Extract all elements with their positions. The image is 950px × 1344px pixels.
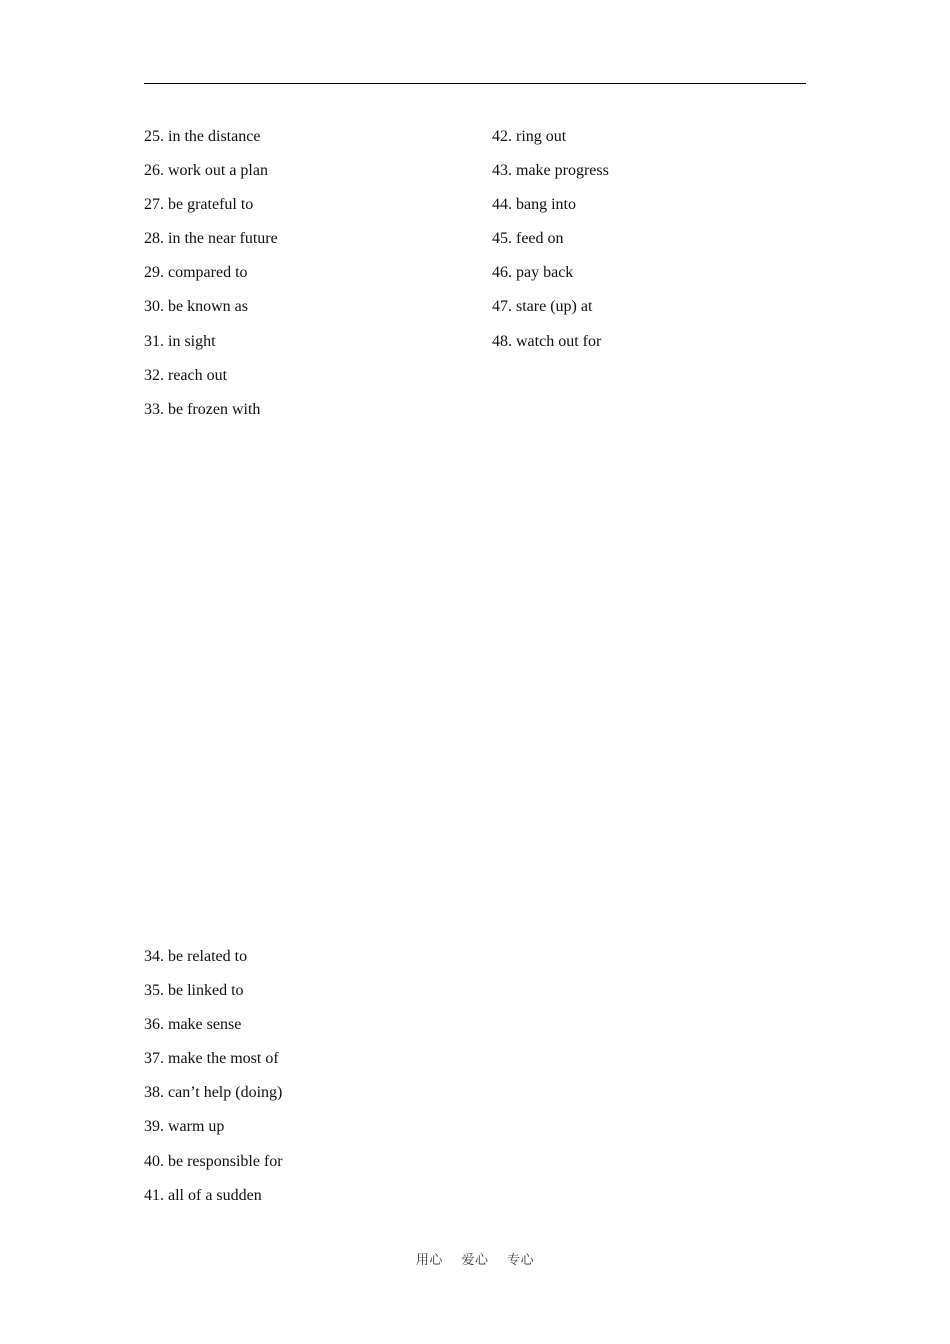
header-rule [144, 83, 806, 84]
list-item: 31. in sight [144, 332, 216, 350]
list-item: 38. can’t help (doing) [144, 1084, 283, 1102]
list-item: 42. ring out [492, 128, 567, 145]
list-item: 32. reach out [144, 366, 228, 384]
phrase-list-right-top [492, 128, 609, 367]
list-item: 25. in the distance [144, 128, 261, 145]
list-item: 41. all of a sudden [144, 1186, 262, 1204]
list-item: 29. compared to [144, 264, 248, 282]
list-item: 45. feed on [492, 230, 564, 248]
list-item: 34. be related to [144, 948, 248, 965]
phrase-list-left-top [144, 128, 278, 435]
phrase-list-left-bottom [144, 948, 283, 1221]
list-item: 36. make sense [144, 1016, 242, 1034]
list-item: 35. be linked to [144, 982, 244, 1000]
list-item: 33. be frozen with [144, 400, 261, 418]
list-item: 30. be known as [144, 298, 248, 316]
list-item: 43. make progress [492, 162, 609, 180]
list-item: 44. bang into [492, 196, 576, 214]
list-item: 48. watch out for [492, 332, 602, 350]
list-item: 28. in the near future [144, 230, 278, 248]
list-item: 37. make the most of [144, 1050, 279, 1068]
footer-text: 专心 [507, 1253, 535, 1268]
footer-text: 用心 [415, 1253, 443, 1268]
list-item: 27. be grateful to [144, 196, 254, 214]
page-footer [0, 1249, 950, 1268]
footer-text: 爱心 [461, 1253, 489, 1268]
list-item: 40. be responsible for [144, 1152, 283, 1170]
list-item: 39. warm up [144, 1118, 225, 1136]
list-item: 46. pay back [492, 264, 574, 282]
list-item: 47. stare (up) at [492, 298, 593, 316]
list-item: 26. work out a plan [144, 162, 268, 180]
